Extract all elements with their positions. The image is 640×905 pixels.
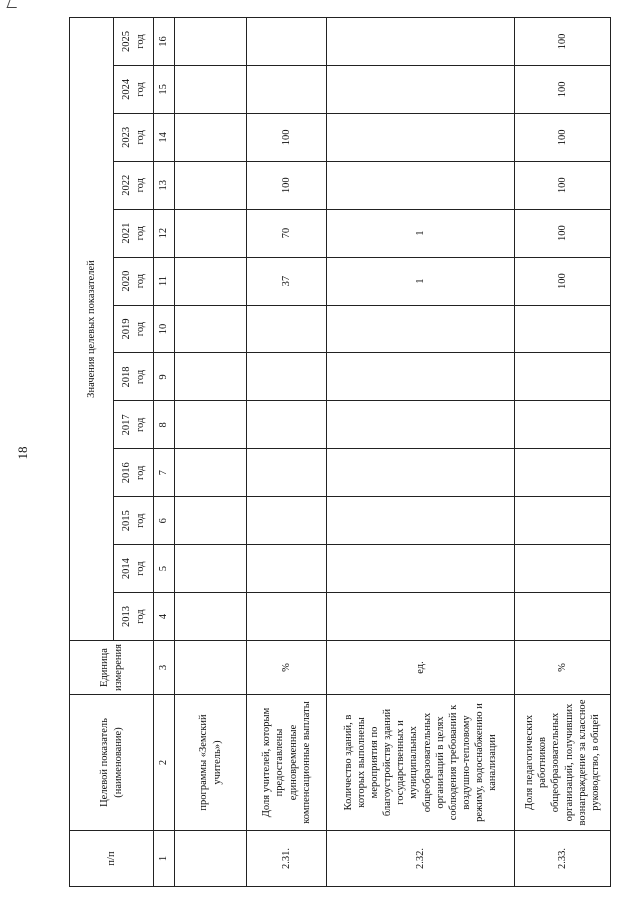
row-value — [175, 305, 247, 353]
header-year-suffix: год — [134, 273, 146, 289]
row-value — [175, 65, 247, 113]
header-year — [114, 593, 154, 641]
row-value: 100 — [515, 161, 611, 209]
row-value — [175, 497, 247, 545]
row-value — [175, 113, 247, 161]
row-value — [327, 593, 515, 641]
column-number: 5 — [154, 545, 175, 593]
header-year-value: 2023 — [121, 126, 133, 148]
header-year-value: 2017 — [121, 414, 133, 436]
row-value: 37 — [247, 257, 327, 305]
indicator-table — [69, 17, 611, 887]
header-year-suffix: год — [134, 369, 146, 385]
header-year-value: 2019 — [121, 318, 133, 340]
row-unit: % — [247, 641, 327, 695]
header-year — [114, 257, 154, 305]
row-value: 100 — [247, 113, 327, 161]
header-year-suffix: год — [134, 226, 146, 241]
column-number: 9 — [154, 353, 175, 401]
row-value — [247, 401, 327, 449]
row-unit: % — [515, 641, 611, 695]
column-number: 13 — [154, 161, 175, 209]
header-year-value: 2020 — [121, 270, 133, 292]
header-num: п/п — [70, 831, 154, 887]
row-value — [247, 18, 327, 66]
row-value — [515, 449, 611, 497]
table-row — [247, 18, 327, 887]
page-number: 18 — [15, 446, 30, 460]
header-indicator: Целевой показатель (наименование) — [70, 695, 154, 831]
row-value — [327, 497, 515, 545]
header-year-value: 2016 — [121, 462, 133, 484]
header-year — [114, 545, 154, 593]
column-number: 10 — [154, 305, 175, 353]
row-value: 70 — [247, 209, 327, 257]
row-indicator: программы «Земский учитель») — [175, 695, 247, 831]
row-value — [247, 497, 327, 545]
header-year — [114, 65, 154, 113]
row-indicator: Количество зданий, в которых выполнены мероприятия по благоустройству зданий государственных и муниципальных общеобразовательных организаций в целях соблюдения требований к воздушно-тепловому режиму, водоснабжению и канализации — [327, 695, 515, 831]
row-value — [175, 161, 247, 209]
column-number: 12 — [154, 209, 175, 257]
row-value — [247, 593, 327, 641]
header-year-suffix: год — [134, 321, 146, 337]
header-year-suffix: год — [134, 34, 146, 49]
row-value — [327, 449, 515, 497]
row-value — [175, 209, 247, 257]
row-value — [515, 545, 611, 593]
row-number: 2.31. — [247, 831, 327, 887]
header-year-value: 2022 — [121, 174, 133, 196]
column-number: 6 — [154, 497, 175, 545]
table-row — [515, 18, 611, 887]
table-row — [327, 18, 515, 887]
row-value — [175, 545, 247, 593]
row-value — [247, 305, 327, 353]
column-number: 14 — [154, 113, 175, 161]
header-year — [114, 497, 154, 545]
row-value — [327, 18, 515, 66]
row-value — [515, 497, 611, 545]
row-value — [175, 257, 247, 305]
scan-corner-mark — [7, 0, 20, 8]
row-value — [327, 65, 515, 113]
header-year-value: 2024 — [121, 78, 133, 100]
column-number: 3 — [154, 641, 175, 695]
header-year-suffix: год — [134, 130, 146, 145]
row-value — [247, 353, 327, 401]
header-year-value: 2013 — [121, 606, 133, 628]
row-value — [515, 353, 611, 401]
row-value — [327, 545, 515, 593]
header-year-value: 2021 — [121, 222, 133, 244]
row-value — [247, 65, 327, 113]
column-number: 15 — [154, 65, 175, 113]
row-value — [175, 449, 247, 497]
row-value: 100 — [515, 209, 611, 257]
header-year — [114, 161, 154, 209]
indicator-table-wrapper — [69, 17, 601, 887]
header-year-value: 2025 — [121, 30, 133, 52]
header-year — [114, 113, 154, 161]
header-year-suffix: год — [134, 609, 146, 624]
column-number: 1 — [154, 831, 175, 887]
row-value — [175, 401, 247, 449]
header-year — [114, 401, 154, 449]
table-row — [175, 18, 247, 887]
header-year-value: 2018 — [121, 366, 133, 388]
row-value: 100 — [515, 113, 611, 161]
row-value — [515, 305, 611, 353]
column-number: 16 — [154, 18, 175, 66]
row-value: 100 — [515, 65, 611, 113]
row-value — [327, 353, 515, 401]
header-year-suffix: год — [134, 178, 146, 193]
header-year-suffix: год — [134, 417, 146, 433]
row-value — [247, 449, 327, 497]
column-number: 4 — [154, 593, 175, 641]
row-number: 2.33. — [515, 831, 611, 887]
row-value — [327, 401, 515, 449]
row-value: 100 — [247, 161, 327, 209]
row-value: 1 — [327, 257, 515, 305]
row-value: 100 — [515, 18, 611, 66]
row-number — [175, 831, 247, 887]
row-value: 1 — [327, 209, 515, 257]
header-year-value: 2015 — [121, 510, 133, 532]
header-year — [114, 305, 154, 353]
header-unit: Единица измерения — [70, 641, 154, 695]
row-number: 2.32. — [327, 831, 515, 887]
row-value — [175, 18, 247, 66]
header-year — [114, 209, 154, 257]
row-value — [247, 545, 327, 593]
header-year — [114, 449, 154, 497]
row-unit — [175, 641, 247, 695]
row-value — [327, 161, 515, 209]
header-year — [114, 18, 154, 66]
header-year-suffix: год — [134, 465, 146, 480]
row-value — [515, 593, 611, 641]
row-value — [327, 305, 515, 353]
header-values-group: Значения целевых показателей — [70, 18, 114, 641]
header-year-suffix: год — [134, 82, 146, 97]
column-number: 8 — [154, 401, 175, 449]
row-value — [515, 401, 611, 449]
row-value — [175, 593, 247, 641]
column-number: 7 — [154, 449, 175, 497]
row-value: 100 — [515, 257, 611, 305]
row-indicator: Доля педагогических работников общеобразовательных организаций, получивших вознаграждение за классное руководство, в общей — [515, 695, 611, 831]
row-value — [175, 353, 247, 401]
row-unit: ед. — [327, 641, 515, 695]
header-year-suffix: год — [134, 561, 146, 576]
row-indicator: Доля учителей, которым предоставлены единовременные компенсационные выплаты — [247, 695, 327, 831]
column-number: 2 — [154, 695, 175, 831]
column-number: 11 — [154, 257, 175, 305]
row-value — [327, 113, 515, 161]
header-year — [114, 353, 154, 401]
header-year-value: 2014 — [121, 558, 133, 580]
header-year-suffix: год — [134, 513, 146, 528]
